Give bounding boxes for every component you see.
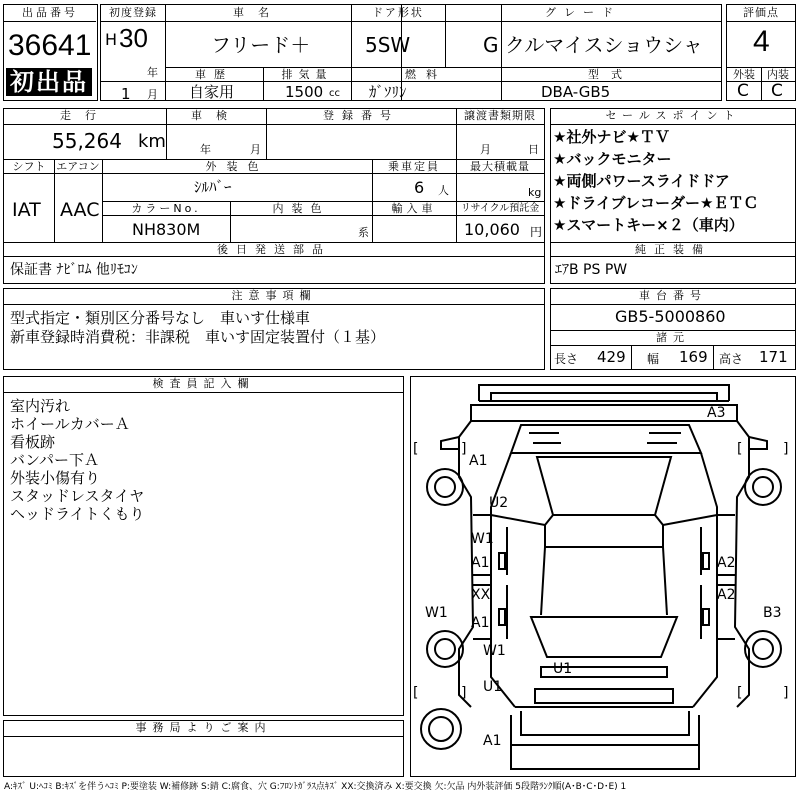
bracket-left-bottom-close: ]	[461, 685, 467, 701]
car-diagram	[411, 377, 794, 775]
interior-color-label: 内装色	[272, 202, 330, 215]
code-a2-right-upper: A2	[717, 555, 736, 571]
exterior-color-label: 外装色	[205, 160, 269, 173]
code-a1-left-upper: A1	[471, 555, 490, 571]
bracket-right-bottom-open: [	[737, 685, 743, 701]
transfer-day-unit: 日	[528, 143, 539, 156]
displacement-unit: cc	[329, 88, 340, 99]
chassis-value: GB5-5000860	[615, 307, 726, 326]
code-a1-rear: A1	[483, 733, 502, 749]
inspector-line-5: 外装小傷有り	[10, 469, 101, 487]
code-a1-left-lower: A1	[471, 615, 490, 631]
shift-label: シフト	[12, 160, 46, 173]
lot-box	[3, 4, 98, 101]
code-xx: XX	[471, 587, 491, 603]
shift-value: IAT	[12, 199, 41, 221]
inspector-line-1: 室内汚れ	[10, 397, 71, 415]
registration-year: 30	[119, 23, 148, 53]
score-box	[726, 4, 796, 101]
recycle-unit: 円	[530, 225, 543, 239]
transfer-month-unit: 月	[480, 143, 491, 156]
code-w1-left-upper: W1	[471, 531, 494, 547]
header-row-box	[100, 4, 722, 101]
load-unit: kg	[528, 186, 542, 199]
legend-text: A:ｷｽﾞ U:ﾍｺﾐ B:ｷｽﾞを伴うﾍｺﾐ P:要塗装 W:補修跡 S:錆 C:腐食、穴 G:ﾌﾛﾝﾄｶﾞﾗｽ点ｷｽﾞ XX:交換済み X:要交換 欠:欠品 内外装評価 5段階ﾗﾝｸ順(A･B･C･D･E) 1	[4, 782, 627, 792]
recycle-value: 10,060	[464, 220, 520, 239]
interior-score: C	[771, 81, 783, 101]
door-value: 5SW	[365, 33, 411, 57]
bracket-right-top-close: ]	[783, 441, 789, 457]
inspector-list	[10, 397, 145, 523]
selling-point-1: ★社外ナビ★ＴＶ	[553, 128, 670, 146]
history-label: 車歴	[195, 68, 233, 81]
registration-month: 1	[121, 85, 131, 103]
model-value: DBA-GB5	[541, 83, 611, 101]
inspector-line-7: ヘッドライトくもり	[10, 505, 145, 523]
mileage-value: 55,264	[52, 129, 122, 153]
displacement-value: 1500	[285, 83, 324, 101]
height-value: 171	[759, 348, 788, 366]
score-value: 4	[753, 25, 770, 58]
inspection-label: 車検	[191, 109, 241, 122]
code-u1-left: U1	[483, 679, 503, 695]
code-a1-front-left: A1	[469, 453, 488, 469]
exterior-color-value: ｼﾙﾊﾞｰ	[194, 178, 232, 196]
inspector-label: 検査員記入欄	[152, 377, 255, 390]
code-w1-left-rear: W1	[483, 643, 506, 659]
code-w1-wheel: W1	[425, 605, 448, 621]
interior-color-unit: 系	[358, 226, 369, 239]
bracket-left-bottom-open: [	[413, 685, 419, 701]
door-label: ドア形状	[372, 6, 424, 19]
note-line-2: 新車登録時消費税：非課税 車いす固定装置付（１基）	[10, 328, 386, 346]
later-parts-label: 後日発送部品	[217, 243, 331, 256]
score-label: 評価点	[743, 6, 779, 19]
aircon-value: AAC	[60, 199, 100, 221]
code-b3: B3	[763, 605, 782, 621]
selling-point-3: ★両側パワースライドドア	[553, 172, 730, 190]
standard-equipment-value: ｴｱB PS PW	[555, 262, 628, 278]
code-u1-center: U1	[553, 661, 573, 677]
selling-point-4: ★ドライブレコーダー★ＥＴＣ	[553, 194, 759, 212]
code-u2: U2	[489, 495, 509, 511]
chassis-box	[550, 288, 796, 370]
inspector-line-4: バンパー下Ａ	[10, 451, 99, 469]
dims-label: 諸元	[656, 331, 690, 344]
inspector-line-3: 看板跡	[10, 433, 56, 451]
inspector-line-6: スタッドレスタイヤ	[10, 487, 145, 505]
grade-value: G クルマイスショウシャ	[483, 33, 703, 57]
lot-number: 36641	[8, 29, 92, 62]
recycle-label: リサイクル預託金	[460, 203, 540, 214]
fuel-value: ｶﾞｿﾘﾝ	[369, 83, 407, 101]
color-no-label: カラーNo.	[131, 202, 201, 215]
lot-label: 出品番号	[22, 6, 78, 19]
bracket-right-bottom-close: ]	[783, 685, 789, 701]
aircon-label: エアコン	[56, 160, 100, 173]
registration-month-unit: 月	[147, 88, 158, 101]
note-line-1: 型式指定・類別区分番号なし 車いす仕様車	[10, 309, 311, 327]
selling-point-5: ★スマートキー×２（車内）	[553, 216, 744, 234]
standard-equipment-label: 純正装備	[635, 243, 711, 256]
damage-diagram-box	[410, 376, 796, 777]
registration-year-unit: 年	[147, 66, 158, 79]
selling-points-box	[550, 108, 796, 284]
width-label: 幅	[647, 352, 660, 366]
length-value: 429	[597, 348, 626, 366]
width-value: 169	[679, 348, 708, 366]
notes-label: 注意事項欄	[231, 289, 317, 302]
model-label: 型式	[588, 68, 634, 81]
bracket-left-top-open: [	[413, 441, 419, 457]
notes-list	[10, 309, 385, 347]
inspector-box	[3, 376, 404, 716]
inspection-year-unit: 年	[200, 143, 211, 156]
selling-point-2: ★バックモニター	[553, 150, 672, 168]
exterior-score-label: 外装	[733, 68, 755, 81]
height-label: 高さ	[719, 352, 744, 366]
bracket-left-top-close: ]	[461, 441, 467, 457]
exterior-score: C	[737, 81, 749, 101]
bracket-right-top-open: [	[737, 441, 743, 457]
capacity-unit: 人	[438, 184, 449, 197]
load-label: 最大積載量	[470, 160, 530, 173]
first-listing-badge: 初出品	[6, 68, 92, 96]
mileage-label: 走行	[60, 109, 110, 122]
displacement-label: 排気量	[281, 68, 333, 81]
chassis-label: 車台番号	[639, 289, 707, 302]
registration-era: H	[105, 30, 118, 49]
selling-points-list	[553, 128, 758, 234]
import-label: 輸入車	[391, 202, 437, 215]
inspection-month-unit: 月	[250, 143, 261, 156]
code-a2-right-lower: A2	[717, 587, 736, 603]
office-box	[3, 720, 404, 777]
fuel-label: 燃料	[405, 68, 447, 81]
plate-label: 登録番号	[323, 109, 399, 122]
color-no-value: NH830M	[132, 220, 201, 239]
interior-score-label: 内装	[767, 68, 789, 81]
selling-points-label: セールスポイント	[605, 109, 741, 122]
car-name-label: 車名	[233, 6, 283, 19]
transfer-label: 譲渡書類期限	[464, 109, 536, 122]
history-value: 自家用	[189, 83, 235, 101]
office-label: 事務局よりご案内	[135, 721, 272, 734]
later-parts-value: 保証書 ﾅﾋﾞﾛﾑ 他ﾘﾓｺﾝ	[10, 262, 138, 278]
details-box	[3, 108, 545, 284]
capacity-label: 乗車定員	[388, 160, 440, 173]
registration-label: 初度登録	[109, 6, 157, 19]
inspector-line-2: ホイールカバーＡ	[10, 415, 130, 433]
notes-box	[3, 288, 545, 370]
code-a3: A3	[707, 405, 726, 421]
car-name-value: フリード＋	[211, 33, 311, 57]
grade-label: グレード	[545, 6, 621, 19]
length-label: 長さ	[554, 352, 579, 366]
capacity-value: 6	[414, 178, 425, 197]
mileage-unit: km	[138, 131, 166, 152]
